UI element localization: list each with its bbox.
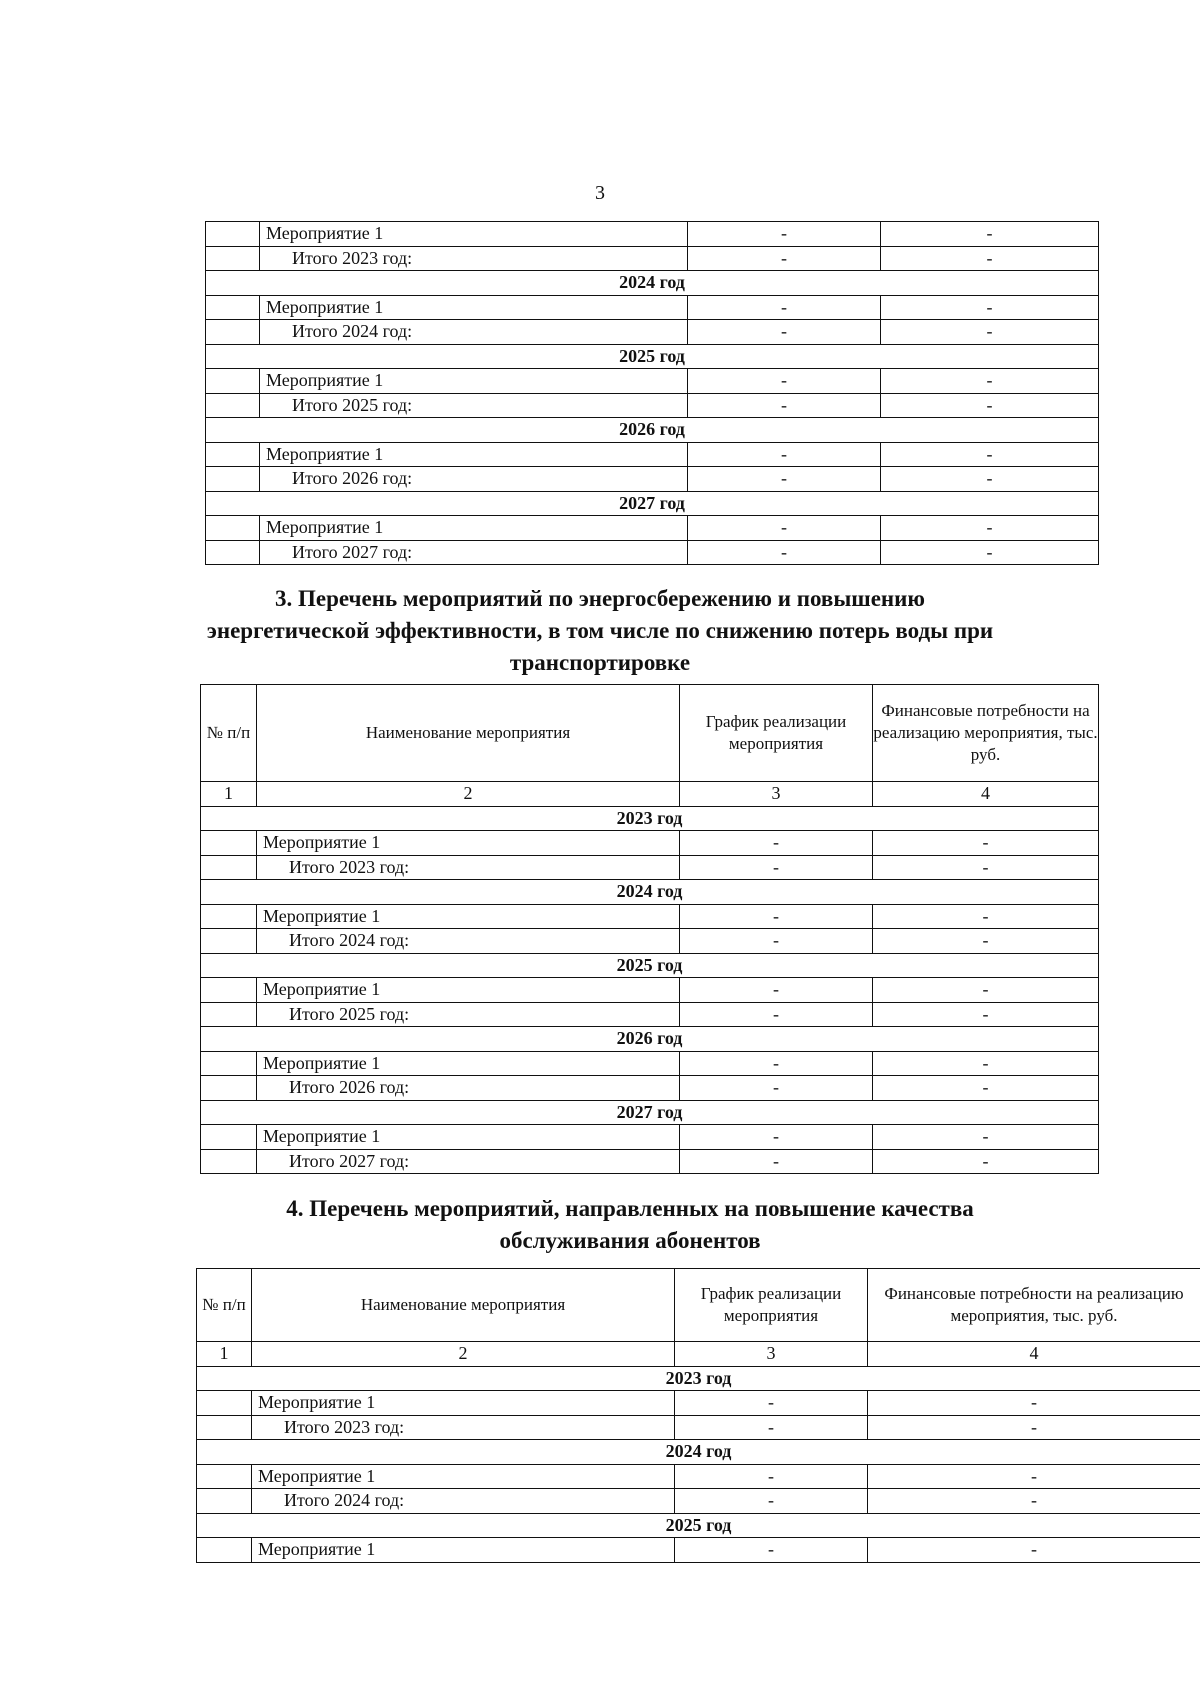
year-label: 2023 год xyxy=(201,806,1099,831)
table-section-4 xyxy=(196,1268,1200,1563)
section-4-title xyxy=(30,1193,1200,1257)
table-row xyxy=(197,1464,1200,1489)
name-cell: Мероприятие 1 xyxy=(257,978,680,1003)
col-number: 3 xyxy=(675,1342,868,1367)
name-cell: Мероприятие 1 xyxy=(260,442,688,467)
schedule-cell: - xyxy=(688,540,881,565)
section-title-line: 4. Перечень мероприятий, направленных на повышение качества xyxy=(286,1196,974,1221)
finance-cell: - xyxy=(873,855,1099,880)
table-row xyxy=(201,904,1099,929)
name-cell: Мероприятие 1 xyxy=(257,831,680,856)
num-cell xyxy=(206,246,260,271)
schedule-cell: - xyxy=(680,1002,873,1027)
schedule-cell: - xyxy=(675,1464,868,1489)
header-schedule: График реализации мероприятия xyxy=(680,685,873,782)
finance-cell: - xyxy=(873,904,1099,929)
table-section-3 xyxy=(200,684,1099,1174)
total-row xyxy=(206,246,1099,271)
total-row xyxy=(206,467,1099,492)
finance-cell: - xyxy=(868,1489,1200,1514)
header-num: № п/п xyxy=(201,685,257,782)
schedule-cell: - xyxy=(680,904,873,929)
num-cell xyxy=(197,1489,252,1514)
schedule-cell: - xyxy=(688,369,881,394)
schedule-cell: - xyxy=(688,222,881,247)
year-label: 2023 год xyxy=(197,1366,1200,1391)
num-cell xyxy=(197,1464,252,1489)
table-row xyxy=(197,1391,1200,1416)
name-cell: Итого 2026 год: xyxy=(257,1076,680,1101)
finance-cell: - xyxy=(873,1051,1099,1076)
schedule-cell: - xyxy=(675,1391,868,1416)
table-row xyxy=(206,222,1099,247)
year-row xyxy=(206,418,1099,443)
year-row xyxy=(206,491,1099,516)
year-row xyxy=(206,344,1099,369)
finance-cell: - xyxy=(881,442,1099,467)
page-number: 3 xyxy=(595,182,605,204)
finance-cell: - xyxy=(881,222,1099,247)
section-title-line: транспортировке xyxy=(509,650,691,675)
year-label: 2024 год xyxy=(201,880,1099,905)
num-cell xyxy=(206,442,260,467)
year-label: 2026 год xyxy=(206,418,1099,443)
total-row xyxy=(201,929,1099,954)
header-schedule: График реализации мероприятия xyxy=(675,1269,868,1342)
header-num: № п/п xyxy=(197,1269,252,1342)
finance-cell: - xyxy=(881,295,1099,320)
table-row xyxy=(206,516,1099,541)
name-cell: Мероприятие 1 xyxy=(257,1125,680,1150)
num-cell xyxy=(206,369,260,394)
num-cell xyxy=(206,540,260,565)
total-row xyxy=(201,1149,1099,1174)
num-cell xyxy=(197,1391,252,1416)
num-cell xyxy=(206,393,260,418)
col-number: 3 xyxy=(680,782,873,807)
table-row xyxy=(201,831,1099,856)
finance-cell: - xyxy=(873,831,1099,856)
schedule-cell: - xyxy=(680,855,873,880)
total-row xyxy=(201,1076,1099,1101)
table-row xyxy=(206,295,1099,320)
total-row xyxy=(206,540,1099,565)
name-cell: Мероприятие 1 xyxy=(257,1051,680,1076)
finance-cell: - xyxy=(881,516,1099,541)
name-cell: Мероприятие 1 xyxy=(257,904,680,929)
section-title-line: энергетической эффективности, в том числе по снижению потерь воды при xyxy=(206,618,994,643)
schedule-cell: - xyxy=(688,442,881,467)
name-cell: Мероприятие 1 xyxy=(252,1538,675,1563)
finance-cell: - xyxy=(881,467,1099,492)
finance-cell: - xyxy=(868,1415,1200,1440)
name-cell: Итого 2023 год: xyxy=(260,246,688,271)
section-title-line: 3. Перечень мероприятий по энергосбережению и повышению xyxy=(275,586,925,611)
schedule-cell: - xyxy=(680,929,873,954)
header-finance: Финансовые потребности на реализацию мероприятия, тыс. руб. xyxy=(873,685,1099,782)
table-body xyxy=(206,222,1099,565)
col-number: 4 xyxy=(868,1342,1200,1367)
col-number: 4 xyxy=(873,782,1099,807)
finance-cell: - xyxy=(873,978,1099,1003)
col-number: 2 xyxy=(257,782,680,807)
year-label: 2025 год xyxy=(197,1513,1200,1538)
finance-cell: - xyxy=(881,540,1099,565)
name-cell: Итого 2025 год: xyxy=(257,1002,680,1027)
total-row xyxy=(197,1489,1200,1514)
table-row xyxy=(201,978,1099,1003)
finance-cell: - xyxy=(868,1464,1200,1489)
year-row xyxy=(206,271,1099,296)
num-cell xyxy=(201,855,257,880)
table-body xyxy=(197,1366,1200,1562)
name-cell: Мероприятие 1 xyxy=(252,1464,675,1489)
col-number: 2 xyxy=(252,1342,675,1367)
finance-cell: - xyxy=(868,1391,1200,1416)
num-cell xyxy=(197,1415,252,1440)
num-cell xyxy=(201,1002,257,1027)
schedule-cell: - xyxy=(688,467,881,492)
schedule-cell: - xyxy=(675,1415,868,1440)
schedule-cell: - xyxy=(680,1076,873,1101)
finance-cell: - xyxy=(881,246,1099,271)
year-label: 2025 год xyxy=(201,953,1099,978)
table-row xyxy=(206,369,1099,394)
schedule-cell: - xyxy=(680,1051,873,1076)
year-row xyxy=(201,1027,1099,1052)
schedule-cell: - xyxy=(688,516,881,541)
section-title-line: обслуживания абонентов xyxy=(499,1228,761,1253)
total-row xyxy=(201,855,1099,880)
year-label: 2027 год xyxy=(206,491,1099,516)
name-cell: Мероприятие 1 xyxy=(260,222,688,247)
num-cell xyxy=(206,516,260,541)
num-cell xyxy=(206,295,260,320)
finance-cell: - xyxy=(873,1125,1099,1150)
table-body xyxy=(201,806,1099,1174)
num-cell xyxy=(201,1125,257,1150)
schedule-cell: - xyxy=(680,1125,873,1150)
finance-cell: - xyxy=(881,320,1099,345)
num-cell xyxy=(206,222,260,247)
name-cell: Мероприятие 1 xyxy=(260,369,688,394)
finance-cell: - xyxy=(873,929,1099,954)
name-cell: Итого 2023 год: xyxy=(252,1415,675,1440)
total-row xyxy=(201,1002,1099,1027)
schedule-cell: - xyxy=(688,295,881,320)
name-cell: Итого 2027 год: xyxy=(260,540,688,565)
year-row xyxy=(197,1366,1200,1391)
num-cell xyxy=(201,1076,257,1101)
name-cell: Итого 2027 год: xyxy=(257,1149,680,1174)
schedule-cell: - xyxy=(675,1489,868,1514)
num-cell xyxy=(201,1051,257,1076)
header-name: Наименование мероприятия xyxy=(252,1269,675,1342)
table-row xyxy=(197,1538,1200,1563)
year-row xyxy=(201,1100,1099,1125)
section-3-title xyxy=(0,583,1200,679)
header-finance: Финансовые потребности на реализацию мероприятия, тыс. руб. xyxy=(868,1269,1200,1342)
year-row xyxy=(201,806,1099,831)
finance-cell: - xyxy=(881,369,1099,394)
year-row xyxy=(201,880,1099,905)
num-cell xyxy=(206,467,260,492)
total-row xyxy=(197,1415,1200,1440)
num-cell xyxy=(201,904,257,929)
year-row xyxy=(197,1513,1200,1538)
finance-cell: - xyxy=(881,393,1099,418)
col-number: 1 xyxy=(201,782,257,807)
year-row xyxy=(197,1440,1200,1465)
name-cell: Итого 2023 год: xyxy=(257,855,680,880)
table-row xyxy=(201,1051,1099,1076)
num-cell xyxy=(206,320,260,345)
header-name: Наименование мероприятия xyxy=(257,685,680,782)
name-cell: Итого 2024 год: xyxy=(260,320,688,345)
year-label: 2024 год xyxy=(197,1440,1200,1465)
num-cell xyxy=(197,1538,252,1563)
year-label: 2027 год xyxy=(201,1100,1099,1125)
num-cell xyxy=(201,831,257,856)
schedule-cell: - xyxy=(688,393,881,418)
schedule-cell: - xyxy=(675,1538,868,1563)
num-cell xyxy=(201,929,257,954)
schedule-cell: - xyxy=(680,978,873,1003)
finance-cell: - xyxy=(873,1149,1099,1174)
finance-cell: - xyxy=(873,1002,1099,1027)
finance-cell: - xyxy=(868,1538,1200,1563)
year-label: 2024 год xyxy=(206,271,1099,296)
name-cell: Итого 2024 год: xyxy=(252,1489,675,1514)
year-label: 2025 год xyxy=(206,344,1099,369)
num-cell xyxy=(201,978,257,1003)
name-cell: Мероприятие 1 xyxy=(260,516,688,541)
year-label: 2026 год xyxy=(201,1027,1099,1052)
name-cell: Мероприятие 1 xyxy=(260,295,688,320)
name-cell: Мероприятие 1 xyxy=(252,1391,675,1416)
finance-cell: - xyxy=(873,1076,1099,1101)
schedule-cell: - xyxy=(688,320,881,345)
table-continuation xyxy=(205,221,1099,565)
total-row xyxy=(206,393,1099,418)
col-number: 1 xyxy=(197,1342,252,1367)
total-row xyxy=(206,320,1099,345)
schedule-cell: - xyxy=(680,1149,873,1174)
num-cell xyxy=(201,1149,257,1174)
name-cell: Итого 2026 год: xyxy=(260,467,688,492)
schedule-cell: - xyxy=(688,246,881,271)
schedule-cell: - xyxy=(680,831,873,856)
name-cell: Итого 2024 год: xyxy=(257,929,680,954)
name-cell: Итого 2025 год: xyxy=(260,393,688,418)
table-row xyxy=(206,442,1099,467)
year-row xyxy=(201,953,1099,978)
table-row xyxy=(201,1125,1099,1150)
